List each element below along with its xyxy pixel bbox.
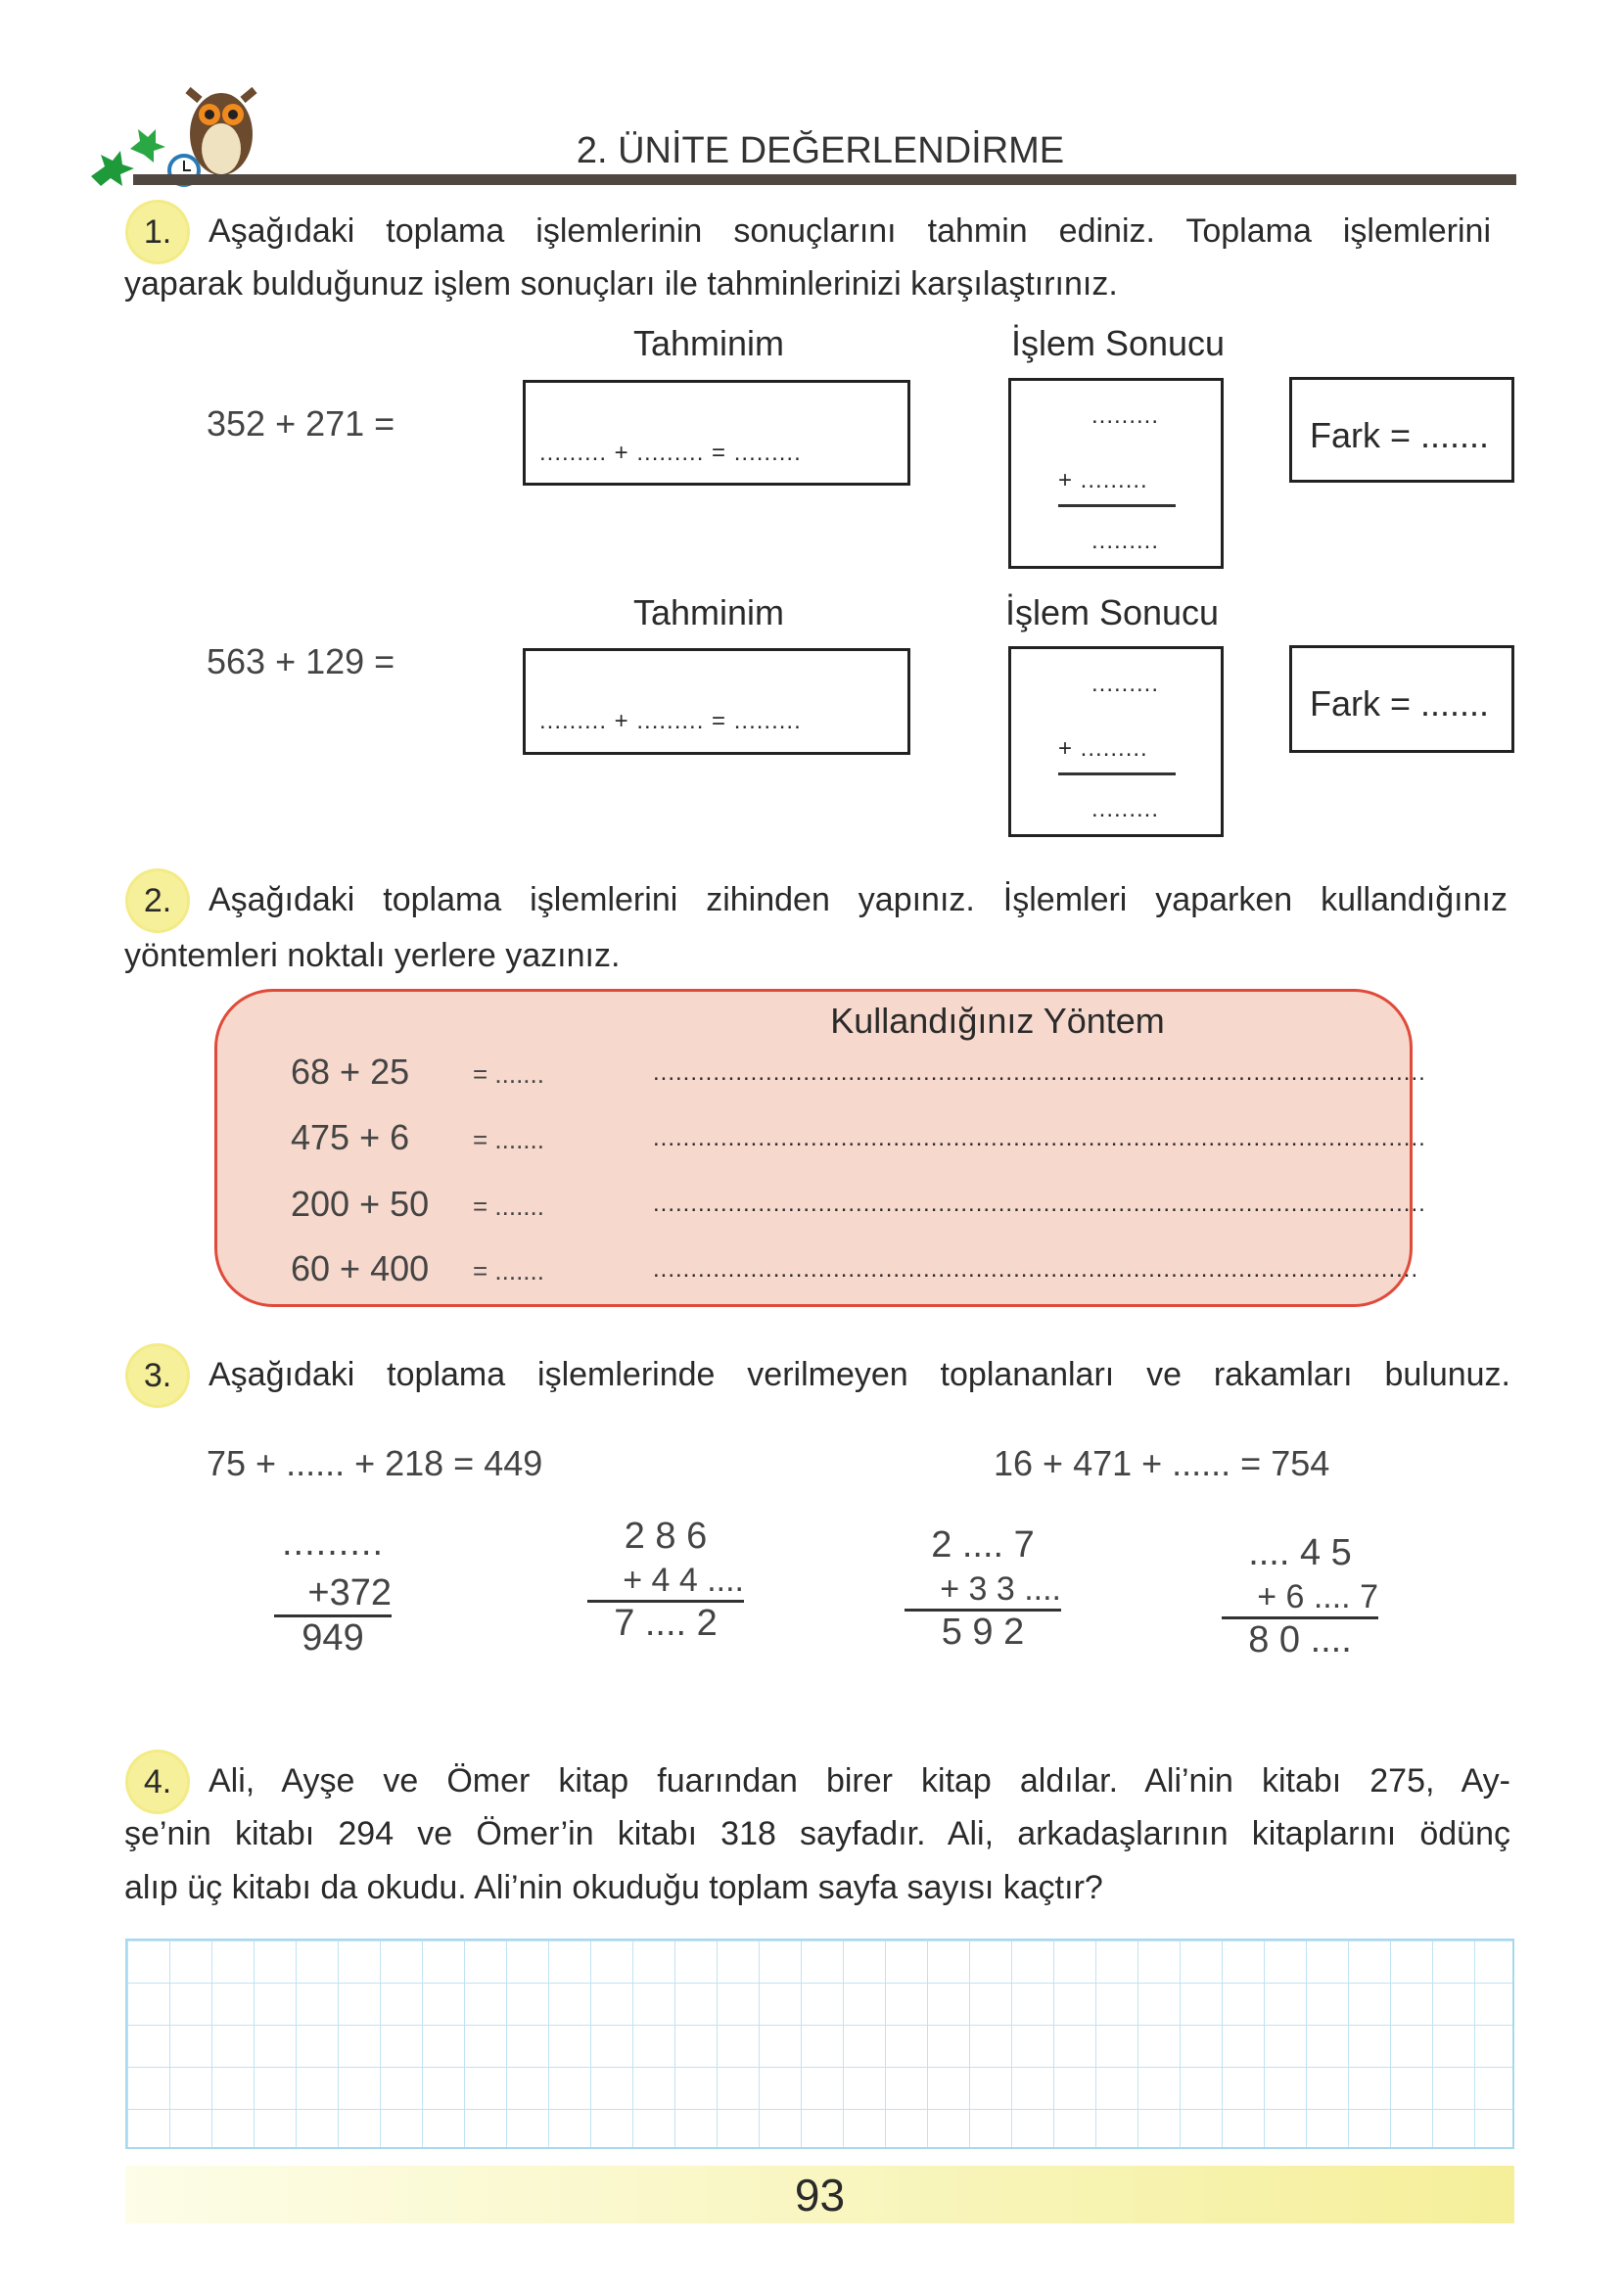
problem-expression: 352 + 271 = xyxy=(207,403,395,444)
difference-box xyxy=(1289,377,1514,483)
result-box xyxy=(1008,378,1224,569)
q3-text-line1: Aşağıdaki toplama işlemlerinde verilmeyen toplananları ve rakamları bulunuz. xyxy=(209,1356,1510,1393)
method-field[interactable]: ....................................................................................................... xyxy=(653,1059,1426,1086)
result-label: İşlem Sonucu xyxy=(1010,323,1226,363)
header-divider xyxy=(133,174,1516,185)
q1-text-line1: Aşağıdaki toplama işlemlerinin sonuçlarını tahmin ediniz. Toplama işlemlerini xyxy=(209,212,1491,250)
missing-addend-equation[interactable]: 16 + 471 + ...... = 754 xyxy=(994,1443,1330,1483)
column-addend: +372 xyxy=(307,1572,392,1613)
mental-sum-answer[interactable]: = ....... xyxy=(473,1192,544,1221)
answer-grid[interactable] xyxy=(125,1939,1514,2149)
result-addend-field[interactable]: + ......... xyxy=(1058,735,1148,762)
column-top: 2 8 6 xyxy=(624,1516,708,1557)
column-addition xyxy=(905,1524,1061,1654)
column-sum[interactable]: 7 .... 2 xyxy=(614,1603,718,1644)
question-number-badge: 3. xyxy=(128,1346,187,1405)
mental-sum-expression: 200 + 50 xyxy=(291,1184,430,1224)
problem-expression: 563 + 129 = xyxy=(207,641,395,681)
page-number: 93 xyxy=(794,2169,846,2221)
result-addend-field[interactable]: + ......... xyxy=(1058,467,1148,493)
mental-sum-expression: 475 + 6 xyxy=(291,1117,410,1157)
mental-sum-expression: 60 + 400 xyxy=(291,1248,430,1288)
q4-text-line3: alıp üç kitabı da okudu. Ali’nin okuduğu toplam sayfa sayısı kaçtır? xyxy=(124,1869,1103,1906)
q2-text-line1: Aşağıdaki toplama işlemlerini zihinden yapınız. İşlemleri yaparken kullandığınız xyxy=(209,881,1508,918)
column-addition xyxy=(587,1516,744,1645)
missing-addend-equation[interactable]: 75 + ...... + 218 = 449 xyxy=(207,1443,543,1483)
mental-sum-answer[interactable]: = ....... xyxy=(473,1256,544,1286)
estimate-label: Tahminim xyxy=(632,323,785,363)
column-sum: 949 xyxy=(302,1617,364,1659)
column-addend[interactable]: + 3 3 .... xyxy=(940,1570,1061,1608)
column-addition xyxy=(1222,1532,1378,1661)
column-top[interactable]: .... 4 5 xyxy=(1248,1532,1352,1573)
page-title: 2. ÜNİTE DEĞERLENDİRME xyxy=(576,130,1065,171)
column-addend[interactable]: + 4 4 .... xyxy=(623,1562,744,1599)
difference-field[interactable]: Fark = ....... xyxy=(1310,415,1490,455)
mental-sum-answer[interactable]: = ....... xyxy=(473,1125,544,1154)
q4-text-line2: şe’nin kitabı 294 ve Ömer’in kitabı 318 sayfadır. Ali, arkadaşlarının kitaplarını ödünç xyxy=(124,1815,1510,1852)
footer-bar xyxy=(125,2166,1514,2223)
column-sum: 5 9 2 xyxy=(941,1612,1025,1653)
difference-field[interactable]: Fark = ....... xyxy=(1310,683,1490,724)
column-top[interactable]: 2 .... 7 xyxy=(931,1524,1035,1566)
question-number-badge: 2. xyxy=(128,871,187,930)
estimate-box xyxy=(523,380,910,486)
result-sum-field[interactable]: ......... xyxy=(1091,796,1160,822)
result-top-field[interactable]: ......... xyxy=(1091,402,1160,429)
question-number-badge: 1. xyxy=(128,203,187,261)
estimate-field[interactable]: ......... + ......... = ......... xyxy=(539,708,802,734)
question-number-badge: 4. xyxy=(128,1753,187,1811)
result-top-field[interactable]: ......... xyxy=(1091,671,1160,697)
column-sum[interactable]: 8 0 .... xyxy=(1248,1619,1352,1660)
column-top[interactable]: ......... xyxy=(281,1522,385,1564)
q2-text-line2: yöntemleri noktalı yerlere yazınız. xyxy=(124,937,621,974)
method-field[interactable]: ....................................................................................................... xyxy=(653,1191,1426,1217)
column-addend[interactable]: + 6 .... 7 xyxy=(1257,1578,1378,1615)
column-addition xyxy=(274,1522,392,1660)
estimate-label: Tahminim xyxy=(632,592,785,632)
mental-sum-expression: 68 + 25 xyxy=(291,1052,410,1092)
result-label: İşlem Sonucu xyxy=(1004,592,1220,632)
sum-line xyxy=(1058,772,1176,775)
result-sum-field[interactable]: ......... xyxy=(1091,528,1160,554)
sum-line xyxy=(1058,504,1176,507)
method-field[interactable]: ...................................................................................................... xyxy=(653,1256,1419,1283)
method-field[interactable]: ....................................................................................................... xyxy=(653,1125,1426,1151)
result-box xyxy=(1008,646,1224,837)
mental-sum-answer[interactable]: = ....... xyxy=(473,1059,544,1089)
q1-text-line2: yaparak bulduğunuz işlem sonuçları ile tahminlerinizi karşılaştırınız. xyxy=(124,265,1118,303)
estimate-field[interactable]: ......... + ......... = ......... xyxy=(539,440,802,466)
method-header: Kullandığınız Yöntem xyxy=(830,1001,1165,1041)
difference-box xyxy=(1289,645,1514,753)
q4-text-line1: Ali, Ayşe ve Ömer kitap fuarından birer kitap aldılar. Ali’nin kitabı 275, Ay- xyxy=(209,1762,1510,1800)
estimate-box xyxy=(523,648,910,755)
